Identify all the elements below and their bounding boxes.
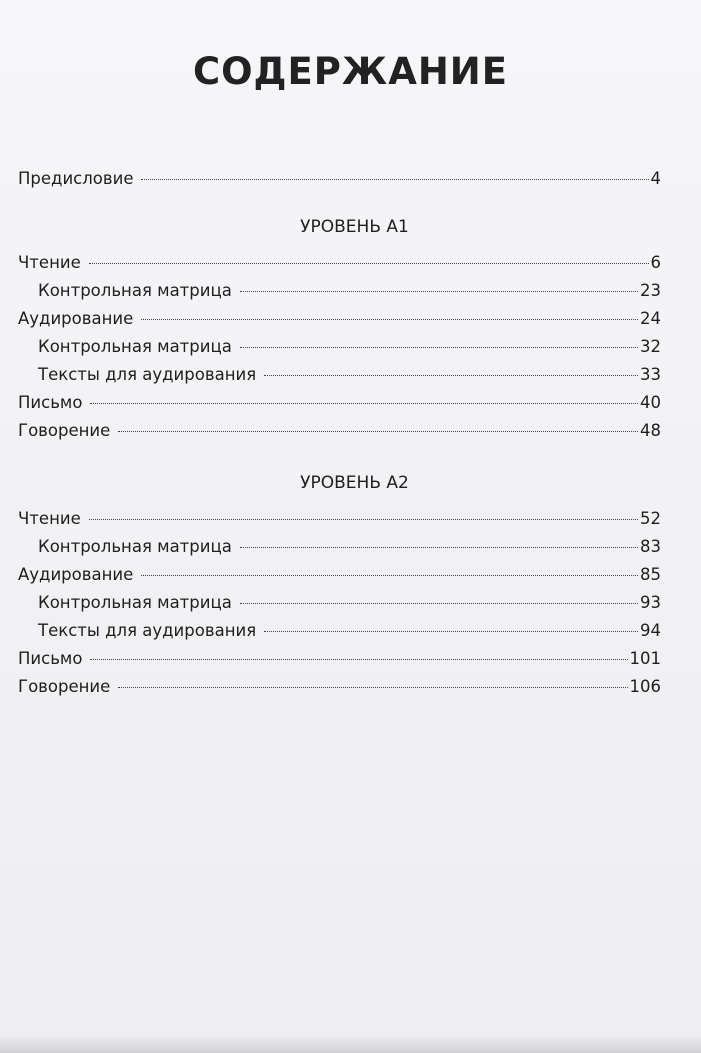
toc-entry-label: Тексты для аудирования [38, 621, 257, 640]
toc-entry[interactable] [18, 417, 661, 445]
dot-leader [89, 519, 638, 520]
toc-entry-label: Письмо [18, 393, 83, 412]
dot-leader [141, 575, 638, 576]
toc-entry-label: Чтение [18, 253, 81, 272]
toc-entry-page: 23 [640, 281, 661, 300]
toc-entry-label: Говорение [18, 421, 111, 440]
toc-entry-page: 101 [629, 649, 661, 668]
toc-subentry[interactable] [18, 333, 661, 361]
dot-leader [264, 631, 638, 632]
dot-leader [141, 319, 638, 320]
toc-entry-label: Контрольная матрица [38, 281, 232, 300]
toc-entry-label: Чтение [18, 509, 81, 528]
toc-entry-preface[interactable] [18, 165, 661, 193]
toc-entry[interactable] [18, 645, 661, 673]
toc-entry-page: 32 [640, 337, 661, 356]
page-title: СОДЕРЖАНИЕ [192, 50, 509, 93]
toc-entry-page: 33 [640, 365, 661, 384]
toc-subentry[interactable] [18, 589, 661, 617]
toc-entry-label: Контрольная матрица [38, 337, 232, 356]
toc-entry-page: 4 [650, 169, 661, 188]
toc-entry-label: Говорение [18, 677, 111, 696]
toc-entry-page: 83 [640, 537, 661, 556]
section-heading-a2: УРОВЕНЬ А2 [300, 473, 409, 493]
toc-entry-page: 106 [629, 677, 661, 696]
dot-leader [90, 659, 627, 660]
toc-entry[interactable] [18, 505, 661, 533]
toc-entry-page: 24 [640, 309, 661, 328]
toc-entry-label: Предисловие [18, 169, 134, 188]
toc-entry-page: 6 [650, 253, 661, 272]
toc-entry-page: 52 [640, 509, 661, 528]
toc-entry-page: 40 [640, 393, 661, 412]
dot-leader [240, 603, 638, 604]
toc-entry[interactable] [18, 249, 661, 277]
toc-entry[interactable] [18, 673, 661, 701]
toc-entry-page: 93 [640, 593, 661, 612]
page-edge-shadow [0, 1035, 701, 1053]
toc-entry-label: Аудирование [18, 309, 134, 328]
dot-leader [240, 547, 638, 548]
toc-entry-label: Письмо [18, 649, 83, 668]
dot-leader [240, 347, 638, 348]
dot-leader [90, 403, 638, 404]
toc-subentry[interactable] [18, 361, 661, 389]
toc-entry-page: 85 [640, 565, 661, 584]
dot-leader [141, 179, 648, 180]
toc-entry-page: 94 [640, 621, 661, 640]
section-heading-a1: УРОВЕНЬ А1 [300, 217, 409, 237]
toc-entry-label: Аудирование [18, 565, 134, 584]
toc-subentry[interactable] [18, 617, 661, 645]
dot-leader [89, 263, 649, 264]
dot-leader [118, 687, 627, 688]
toc-entry[interactable] [18, 305, 661, 333]
dot-leader [118, 431, 638, 432]
toc-entry-label: Контрольная матрица [38, 537, 232, 556]
toc-entry-page: 48 [640, 421, 661, 440]
toc-entry[interactable] [18, 389, 661, 417]
dot-leader [240, 291, 638, 292]
toc-entry-label: Контрольная матрица [38, 593, 232, 612]
toc-subentry[interactable] [18, 277, 661, 305]
table-of-contents [18, 165, 661, 701]
toc-subentry[interactable] [18, 533, 661, 561]
toc-entry[interactable] [18, 561, 661, 589]
dot-leader [264, 375, 638, 376]
toc-entry-label: Тексты для аудирования [38, 365, 257, 384]
